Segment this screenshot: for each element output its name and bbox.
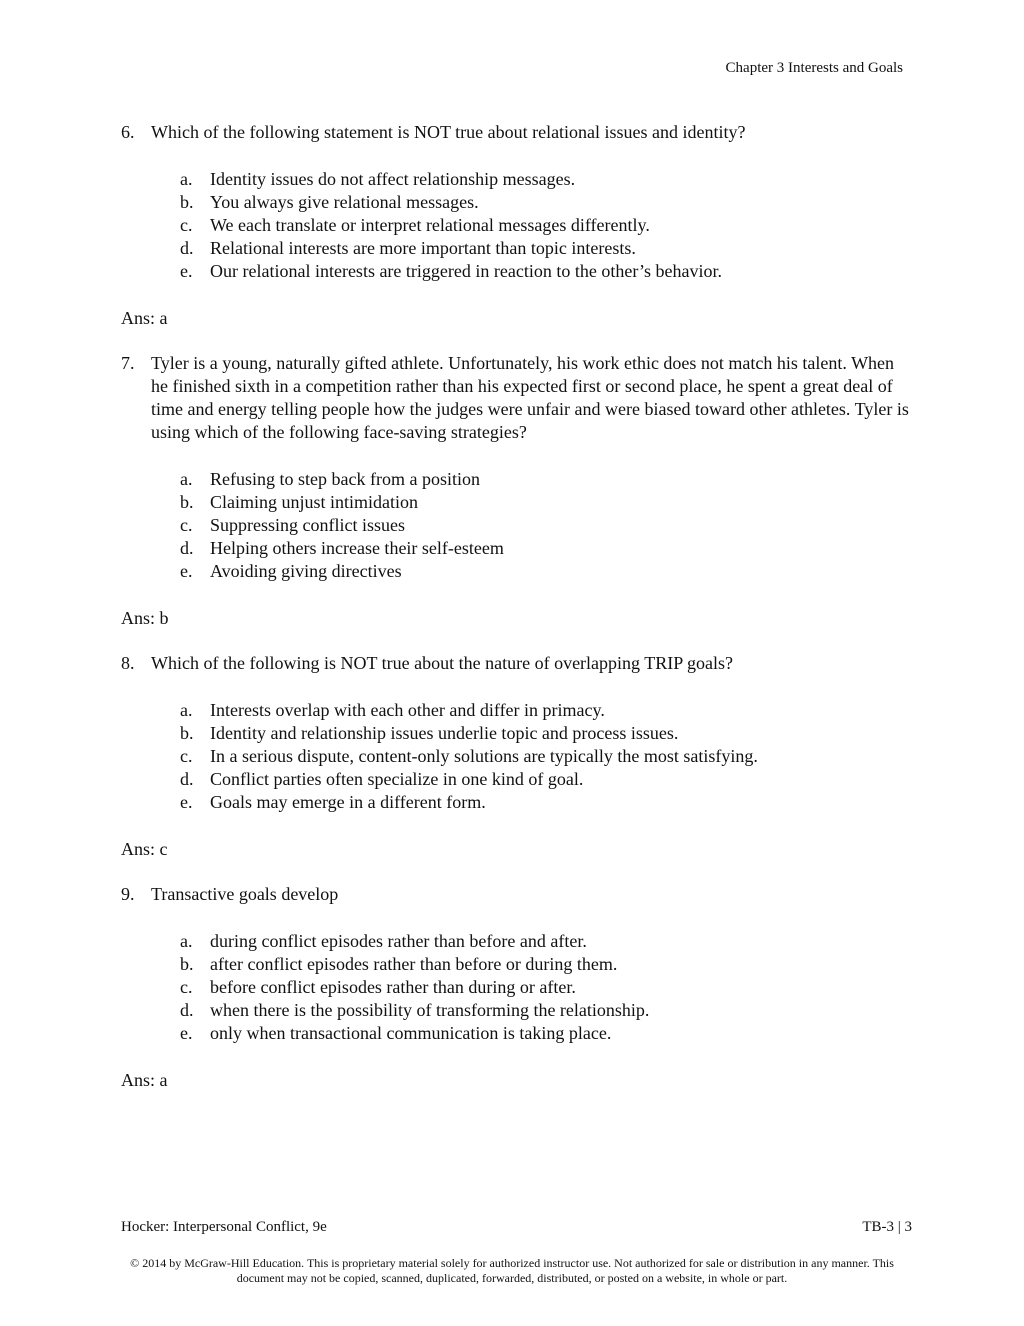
option-letter: d. bbox=[180, 769, 194, 789]
answer-key: Ans: a bbox=[121, 1070, 168, 1090]
question-text: Transactive goals develop bbox=[151, 884, 339, 904]
answer-key: Ans: a bbox=[121, 308, 168, 328]
option-text: only when transactional communication is taking place. bbox=[210, 1023, 612, 1043]
option-text: Our relational interests are triggered in reaction to the other’s behavior. bbox=[210, 261, 722, 281]
option-a bbox=[121, 699, 911, 722]
option-b bbox=[121, 491, 911, 514]
book-title: Hocker: Interpersonal Conflict, 9e bbox=[121, 1219, 327, 1235]
option-letter: d. bbox=[180, 1000, 194, 1020]
question-6 bbox=[121, 121, 911, 330]
option-letter: e. bbox=[180, 1023, 193, 1043]
question-8 bbox=[121, 652, 911, 861]
answer-options bbox=[121, 468, 911, 583]
option-text: Suppressing conflict issues bbox=[210, 515, 405, 535]
option-d bbox=[121, 768, 911, 791]
option-letter: b. bbox=[180, 492, 194, 512]
question-text: Which of the following statement is NOT true about relational issues and identity? bbox=[151, 122, 746, 142]
answer-key: Ans: b bbox=[121, 608, 169, 628]
option-d bbox=[121, 999, 911, 1022]
answer-options bbox=[121, 168, 911, 283]
answer-options bbox=[121, 699, 911, 814]
option-letter: e. bbox=[180, 792, 193, 812]
option-d bbox=[121, 237, 911, 260]
question-text: Tyler is a young, naturally gifted athlete. Unfortunately, his work ethic does not match his talent. When he finished sixth in a competition rather than his expected first or second place, he spent a great deal of time and energy telling people how the judges were unfair and were biased toward other athletes. Tyler is using which of the following face-saving strategies? bbox=[151, 353, 909, 442]
option-b bbox=[121, 722, 911, 745]
option-text: Avoiding giving directives bbox=[210, 561, 402, 581]
option-c bbox=[121, 214, 911, 237]
option-letter: a. bbox=[180, 700, 193, 720]
question-number: 6. bbox=[121, 122, 135, 142]
option-text: during conflict episodes rather than before and after. bbox=[210, 931, 587, 951]
option-letter: a. bbox=[180, 931, 193, 951]
answer-key: Ans: c bbox=[121, 839, 168, 859]
option-d bbox=[121, 537, 911, 560]
question-number: 7. bbox=[121, 353, 135, 373]
copyright-notice: © 2014 by McGraw-Hill Education. This is proprietary material solely for authorized instructor use. Not authorized for sale or distribution in any manner. This document may not be copied, scanned, duplicated, forwarded, distributed, or posted on a website, in whole or part. bbox=[130, 1256, 894, 1285]
option-text: Interests overlap with each other and differ in primacy. bbox=[210, 700, 605, 720]
option-text: after conflict episodes rather than before or during them. bbox=[210, 954, 618, 974]
question-list bbox=[121, 121, 911, 1114]
option-a bbox=[121, 930, 911, 953]
option-letter: b. bbox=[180, 192, 194, 212]
option-text: Identity and relationship issues underlie topic and process issues. bbox=[210, 723, 679, 743]
option-letter: e. bbox=[180, 561, 193, 581]
question-9 bbox=[121, 883, 911, 1092]
option-letter: b. bbox=[180, 954, 194, 974]
option-e bbox=[121, 260, 911, 283]
question-text: Which of the following is NOT true about the nature of overlapping TRIP goals? bbox=[151, 653, 734, 673]
question-number: 9. bbox=[121, 884, 135, 904]
option-c bbox=[121, 745, 911, 768]
option-letter: a. bbox=[180, 169, 193, 189]
question-stem bbox=[121, 352, 911, 444]
question-stem bbox=[121, 883, 911, 906]
option-letter: c. bbox=[180, 746, 193, 766]
option-text: Claiming unjust intimidation bbox=[210, 492, 419, 512]
option-text: when there is the possibility of transforming the relationship. bbox=[210, 1000, 650, 1020]
option-b bbox=[121, 191, 911, 214]
option-e bbox=[121, 560, 911, 583]
option-text: In a serious dispute, content-only solutions are typically the most satisfying. bbox=[210, 746, 758, 766]
option-text: We each translate or interpret relational messages differently. bbox=[210, 215, 650, 235]
option-a bbox=[121, 168, 911, 191]
question-stem bbox=[121, 121, 911, 144]
option-text: Helping others increase their self-esteem bbox=[210, 538, 504, 558]
option-text: before conflict episodes rather than during or after. bbox=[210, 977, 576, 997]
page-number: TB-3 | 3 bbox=[862, 1219, 912, 1235]
option-text: Goals may emerge in a different form. bbox=[210, 792, 486, 812]
option-letter: a. bbox=[180, 469, 193, 489]
option-text: Refusing to step back from a position bbox=[210, 469, 480, 489]
option-letter: d. bbox=[180, 238, 194, 258]
page-footer bbox=[121, 1219, 912, 1236]
option-text: Identity issues do not affect relationship messages. bbox=[210, 169, 576, 189]
option-e bbox=[121, 1022, 911, 1045]
option-text: You always give relational messages. bbox=[210, 192, 479, 212]
chapter-header: Chapter 3 Interests and Goals bbox=[725, 60, 903, 76]
option-letter: e. bbox=[180, 261, 193, 281]
option-letter: d. bbox=[180, 538, 194, 558]
question-number: 8. bbox=[121, 653, 135, 673]
answer-options bbox=[121, 930, 911, 1045]
option-letter: c. bbox=[180, 515, 193, 535]
question-stem bbox=[121, 652, 911, 675]
question-7 bbox=[121, 352, 911, 630]
option-e bbox=[121, 791, 911, 814]
option-c bbox=[121, 514, 911, 537]
option-c bbox=[121, 976, 911, 999]
option-a bbox=[121, 468, 911, 491]
option-letter: c. bbox=[180, 215, 193, 235]
option-letter: b. bbox=[180, 723, 194, 743]
option-b bbox=[121, 953, 911, 976]
option-text: Relational interests are more important than topic interests. bbox=[210, 238, 636, 258]
option-letter: c. bbox=[180, 977, 193, 997]
option-text: Conflict parties often specialize in one kind of goal. bbox=[210, 769, 584, 789]
